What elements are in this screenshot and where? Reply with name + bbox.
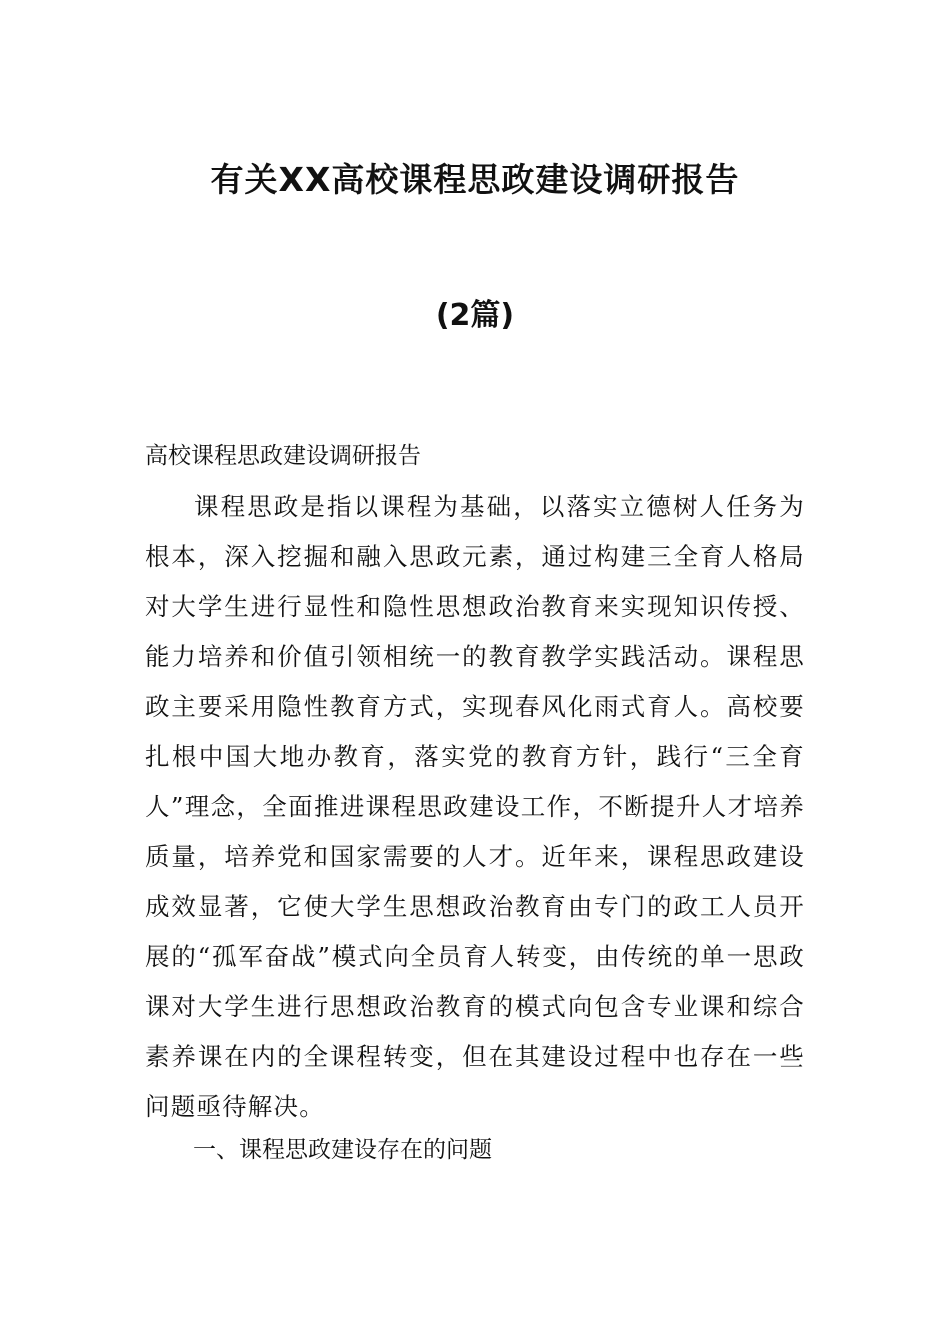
report-heading: 高校课程思政建设调研报告 <box>145 443 421 469</box>
body-paragraph: 课程思政是指以课程为基础，以落实立德树人任务为根本，深入挖掘和融入思政元素，通过构建三全育人格局对大学生进行显性和隐性思想政治教育来实现知识传授、能力培养和价值引领相统一的教育教学实践活动。课程思政主要采用隐性教育方式，实现春风化雨式育人。高校要扎根中国大地办教育，落实党的教育方针，践行“三全育人”理念，全面推进课程思政建设工作，不断提升人才培养质量，培养党和国家需要的人才。近年来，课程思政建设成效显著，它使大学生思想政治教育由专门的政工人员开展的“孤军奋战”模式向全员育人转变，由传统的单一思政课对大学生进行思想政治教育的模式向包含专业课和综合素养课在内的全课程转变，但在其建设过程中也存在一些问题亟待解决。 <box>145 492 805 1121</box>
document-title: 有关XX高校课程思政建设调研报告 <box>210 160 740 199</box>
document-subtitle: (2篇) <box>435 298 515 333</box>
section-heading: 一、课程思政建设存在的问题 <box>193 1137 492 1163</box>
